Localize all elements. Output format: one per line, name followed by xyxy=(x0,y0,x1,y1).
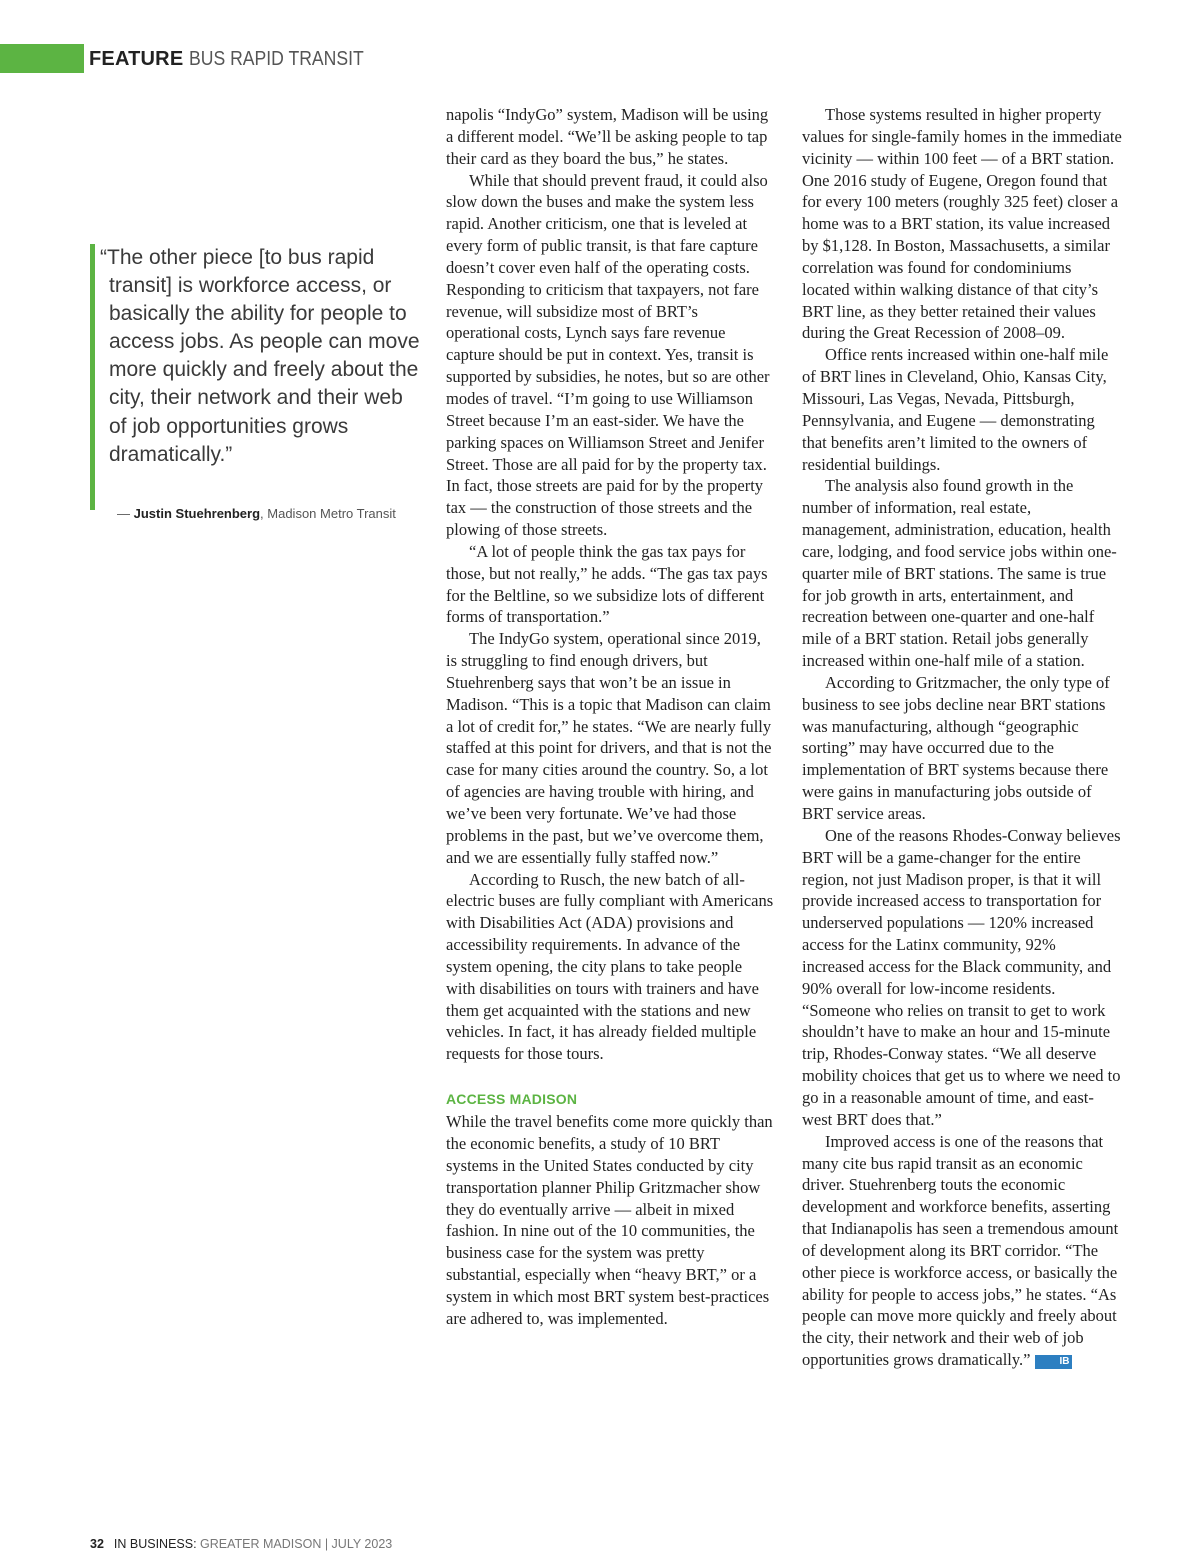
section-topic: BUS RAPID TRANSIT xyxy=(188,48,364,70)
pull-quote-text: “The other piece [to bus rapid transit] is workforce access, or basically the ability for people to access jobs. As people can move more quickly and freely about the city, their network and their web of job opportunities grows dramatically.” xyxy=(100,246,420,466)
header-color-band xyxy=(0,44,84,73)
final-paragraph-text: Improved access is one of the reasons that many cite bus rapid transit as an economic driver. Stuehrenberg touts the economic development and workforce benefits, asserting that Indianapolis has seen a tremendous amount of development along its BRT corridor. “The other piece is workforce access, or basically the ability for people to access jobs,” he states. “As people can move more quickly and freely about the city, their network and their web of job opportunities grows dramatically.” xyxy=(802,1131,1119,1370)
magazine-name: IN BUSINESS: xyxy=(113,1537,197,1551)
paragraph: Those systems resulted in higher property values for single-family homes in the immediate vicinity — within 100 feet — of a BRT station. One 2016 study of Eugene, Oregon found that for every 100 meters (roughly 325 feet) closer a home was to a BRT station, its value increased by $1,128. In Boston, Massachusetts, a similar correlation was found for condominiums located within walking distance of that city’s BRT line, as they better retained their values during the Great Recession of 2008–09. xyxy=(802,105,1122,343)
paragraph: While the travel benefits come more quickly than the economic benefits, a study of 10 BRT systems in the United States conducted by city transportation planner Philip Gritzmacher show they do eventually arrive — albeit in mixed fashion. In nine out of the 10 communities, the business case for the system was pretty substantial, especially when “heavy BRT,” or a system in which most BRT system best-practices are adhered to, was implemented. xyxy=(446,1112,773,1328)
pull-quote-attribution xyxy=(117,506,427,521)
paragraph: napolis “IndyGo” system, Madison will be using a different model. “We’ll be asking people to tap their card as they board the bus,” he states. xyxy=(446,105,769,168)
paragraph: According to Rusch, the new batch of all-electric buses are fully compliant with Americans with Disabilities Act (ADA) provisions and accessibility requirements. In advance of the system opening, the city plans to take people with disabilities on tours with trainers and have them get acquainted with the stations and new vehicles. In fact, it has already fielded multiple requests for those tours. xyxy=(446,869,774,1064)
paragraph: While that should prevent fraud, it could also slow down the buses and make the system less rapid. Another criticism, one that is leveled at every form of public transit, is that fare capture doesn’t cover even half of the operating costs. Responding to criticism that taxpayers, not fare revenue, will subsidize most of BRT’s operational costs, Lynch says fare revenue capture should be put in context. Yes, transit is supported by subsidies, he notes, but so are other modes of travel. “I’m going to use Williamson Street because I’m an east-sider. We have the parking spaces on Williamson Street and Jenifer Street. Those are all paid for by the property tax. In fact, those streets are paid for by the property tax — the construction of those streets and the plowing of those streets. xyxy=(446,170,770,540)
section-header xyxy=(89,44,387,73)
pull-quote xyxy=(90,244,420,510)
subheading-access-madison: ACCESS MADISON xyxy=(446,1091,578,1108)
paragraph: “A lot of people think the gas tax pays for those, but not really,” he adds. “The gas tax pays for the Beltline, so we subsidize lots of different forms of transportation.” xyxy=(446,541,768,627)
paragraph: According to Gritzmacher, the only type of business to see jobs decline near BRT stations was manufacturing, although “geographic sorting” may have occurred due to the implementation of BRT systems because there were gains in manufacturing jobs outside of BRT service areas. xyxy=(802,672,1110,823)
end-mark-ib-icon: IB xyxy=(1035,1355,1072,1369)
article-column-2 xyxy=(802,104,1122,1371)
paragraph: One of the reasons Rhodes-Conway believes BRT will be a game-changer for the entire region, not just Madison proper, is that it will provide increased access to transportation for underserved populations — 120% increased access for the Latinx community, 92% increased access for the Black community, and 90% overall for low-income residents. “Someone who relies on transit to get to work shouldn’t have to make an hour and 15-minute trip, Rhodes-Conway states. “We all deserve mobility choices that get us to where we need to go in a reasonable amount of time, and east-west BRT does that.” xyxy=(802,825,1121,1129)
attribution-author: Justin Stuehrenberg xyxy=(133,506,261,521)
attribution-affiliation: , Madison Metro Transit xyxy=(260,506,396,521)
page-number: 32 xyxy=(90,1537,104,1551)
edition-info: GREATER MADISON | JULY 2023 xyxy=(196,1537,393,1551)
section-label: FEATURE xyxy=(89,48,184,70)
attribution-dash: — xyxy=(117,506,130,521)
page-footer xyxy=(90,1537,392,1551)
paragraph: The IndyGo system, operational since 2019, is struggling to find enough drivers, but Stuehrenberg says that won’t be an issue in Madison. “This is a topic that Madison can claim a lot of credit for,” he states. “We are nearly fully staffed at this point for drivers, and that is not the case for many cities around the country. So, a lot of agencies are having trouble with hiring, and we’ve been very fortunate. We’ve had those problems in the past, but we’ve overcome them, and we are essentially fully staffed now.” xyxy=(446,629,772,867)
paragraph: Office rents increased within one-half mile of BRT lines in Cleveland, Ohio, Kansas City, Missouri, Las Vegas, Nevada, Pittsburgh, Pennsylvania, and Eugene — demonstrating that benefits aren’t limited to the owners of residential buildings. xyxy=(802,345,1109,474)
paragraph: The analysis also found growth in the number of information, real estate, management, administration, education, health care, lodging, and food service jobs within one-quarter mile of BRT stations. The same is true for job growth in arts, entertainment, and recreation between one-quarter and one-half mile of a BRT station. Retail jobs generally increased within one-half mile of a station. xyxy=(802,476,1117,671)
article-column-1 xyxy=(446,104,774,1330)
paragraph xyxy=(802,1131,1122,1371)
